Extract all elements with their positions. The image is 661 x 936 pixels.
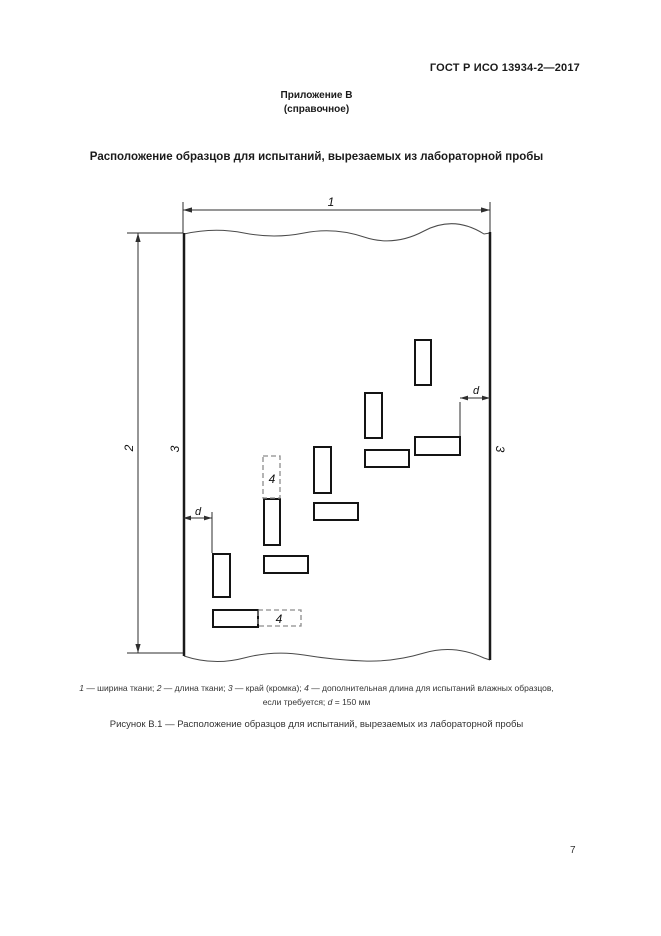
diagram-callout-label: 1 — [327, 195, 335, 209]
diagram-callout-label: 4 — [268, 472, 276, 486]
appendix-title: Приложение В — [280, 90, 353, 101]
dimension-arrowhead — [135, 644, 140, 653]
legend-text: — край (кромка); — [232, 683, 305, 693]
legend-callout-number: d — [327, 697, 333, 707]
legend-text: — ширина ткани; — [83, 683, 157, 693]
dimension-arrowhead — [183, 207, 192, 212]
specimen-rect — [314, 503, 358, 520]
specimen-rect — [415, 437, 460, 455]
document-header: ГОСТ Р ИСО 13934-2—2017 — [429, 62, 580, 74]
legend-callout-number: 4 — [304, 683, 309, 693]
dimension-arrowhead — [135, 233, 140, 242]
dimension-arrowhead — [460, 396, 468, 401]
legend-callout-number: 1 — [79, 683, 84, 693]
section-title: Расположение образцов для испытаний, вырезаемых из лабораторной пробы — [89, 151, 544, 163]
legend-text: — дополнительная длина для испытаний влажных образцов, — [308, 683, 554, 693]
page-number: 7 — [570, 845, 576, 856]
fabric-wavy-edge — [184, 649, 490, 661]
figure-title: Рисунок В.1 — Расположение образцов для испытаний, вырезаемых из лабораторной пробы — [109, 719, 524, 730]
specimen-rect — [314, 447, 331, 493]
specimen-rect — [213, 554, 230, 597]
diagram-callout-label: d — [194, 506, 202, 518]
diagram-callout-label: 2 — [122, 444, 136, 452]
dimension-arrowhead — [481, 207, 490, 212]
legend-callout-number: 2 — [156, 683, 162, 693]
diagram-callout-label: d — [472, 385, 480, 397]
figure-legend-line1 — [0, 681, 633, 695]
diagram-callout-label: 4 — [275, 612, 283, 626]
specimen-rect — [264, 556, 308, 573]
legend-text: если требуется; — [262, 697, 328, 707]
specimen-rect — [365, 393, 382, 438]
legend-text: = 150 мм — [332, 697, 371, 707]
specimen-rect — [213, 610, 258, 627]
specimen-rect — [365, 450, 409, 467]
appendix-subtitle: (справочное) — [283, 104, 350, 115]
dimension-arrowhead — [204, 516, 212, 521]
legend-text: — длина ткани; — [161, 683, 228, 693]
figure-legend-line2 — [0, 695, 633, 709]
diagram-callout-label: 3 — [493, 445, 507, 453]
diagram-callout-label: 3 — [168, 445, 182, 453]
specimen-rect — [415, 340, 431, 385]
legend-callout-number: 3 — [227, 683, 233, 693]
specimen-rect — [264, 499, 280, 545]
fabric-wavy-edge — [184, 224, 490, 241]
figure-legend — [0, 681, 633, 709]
